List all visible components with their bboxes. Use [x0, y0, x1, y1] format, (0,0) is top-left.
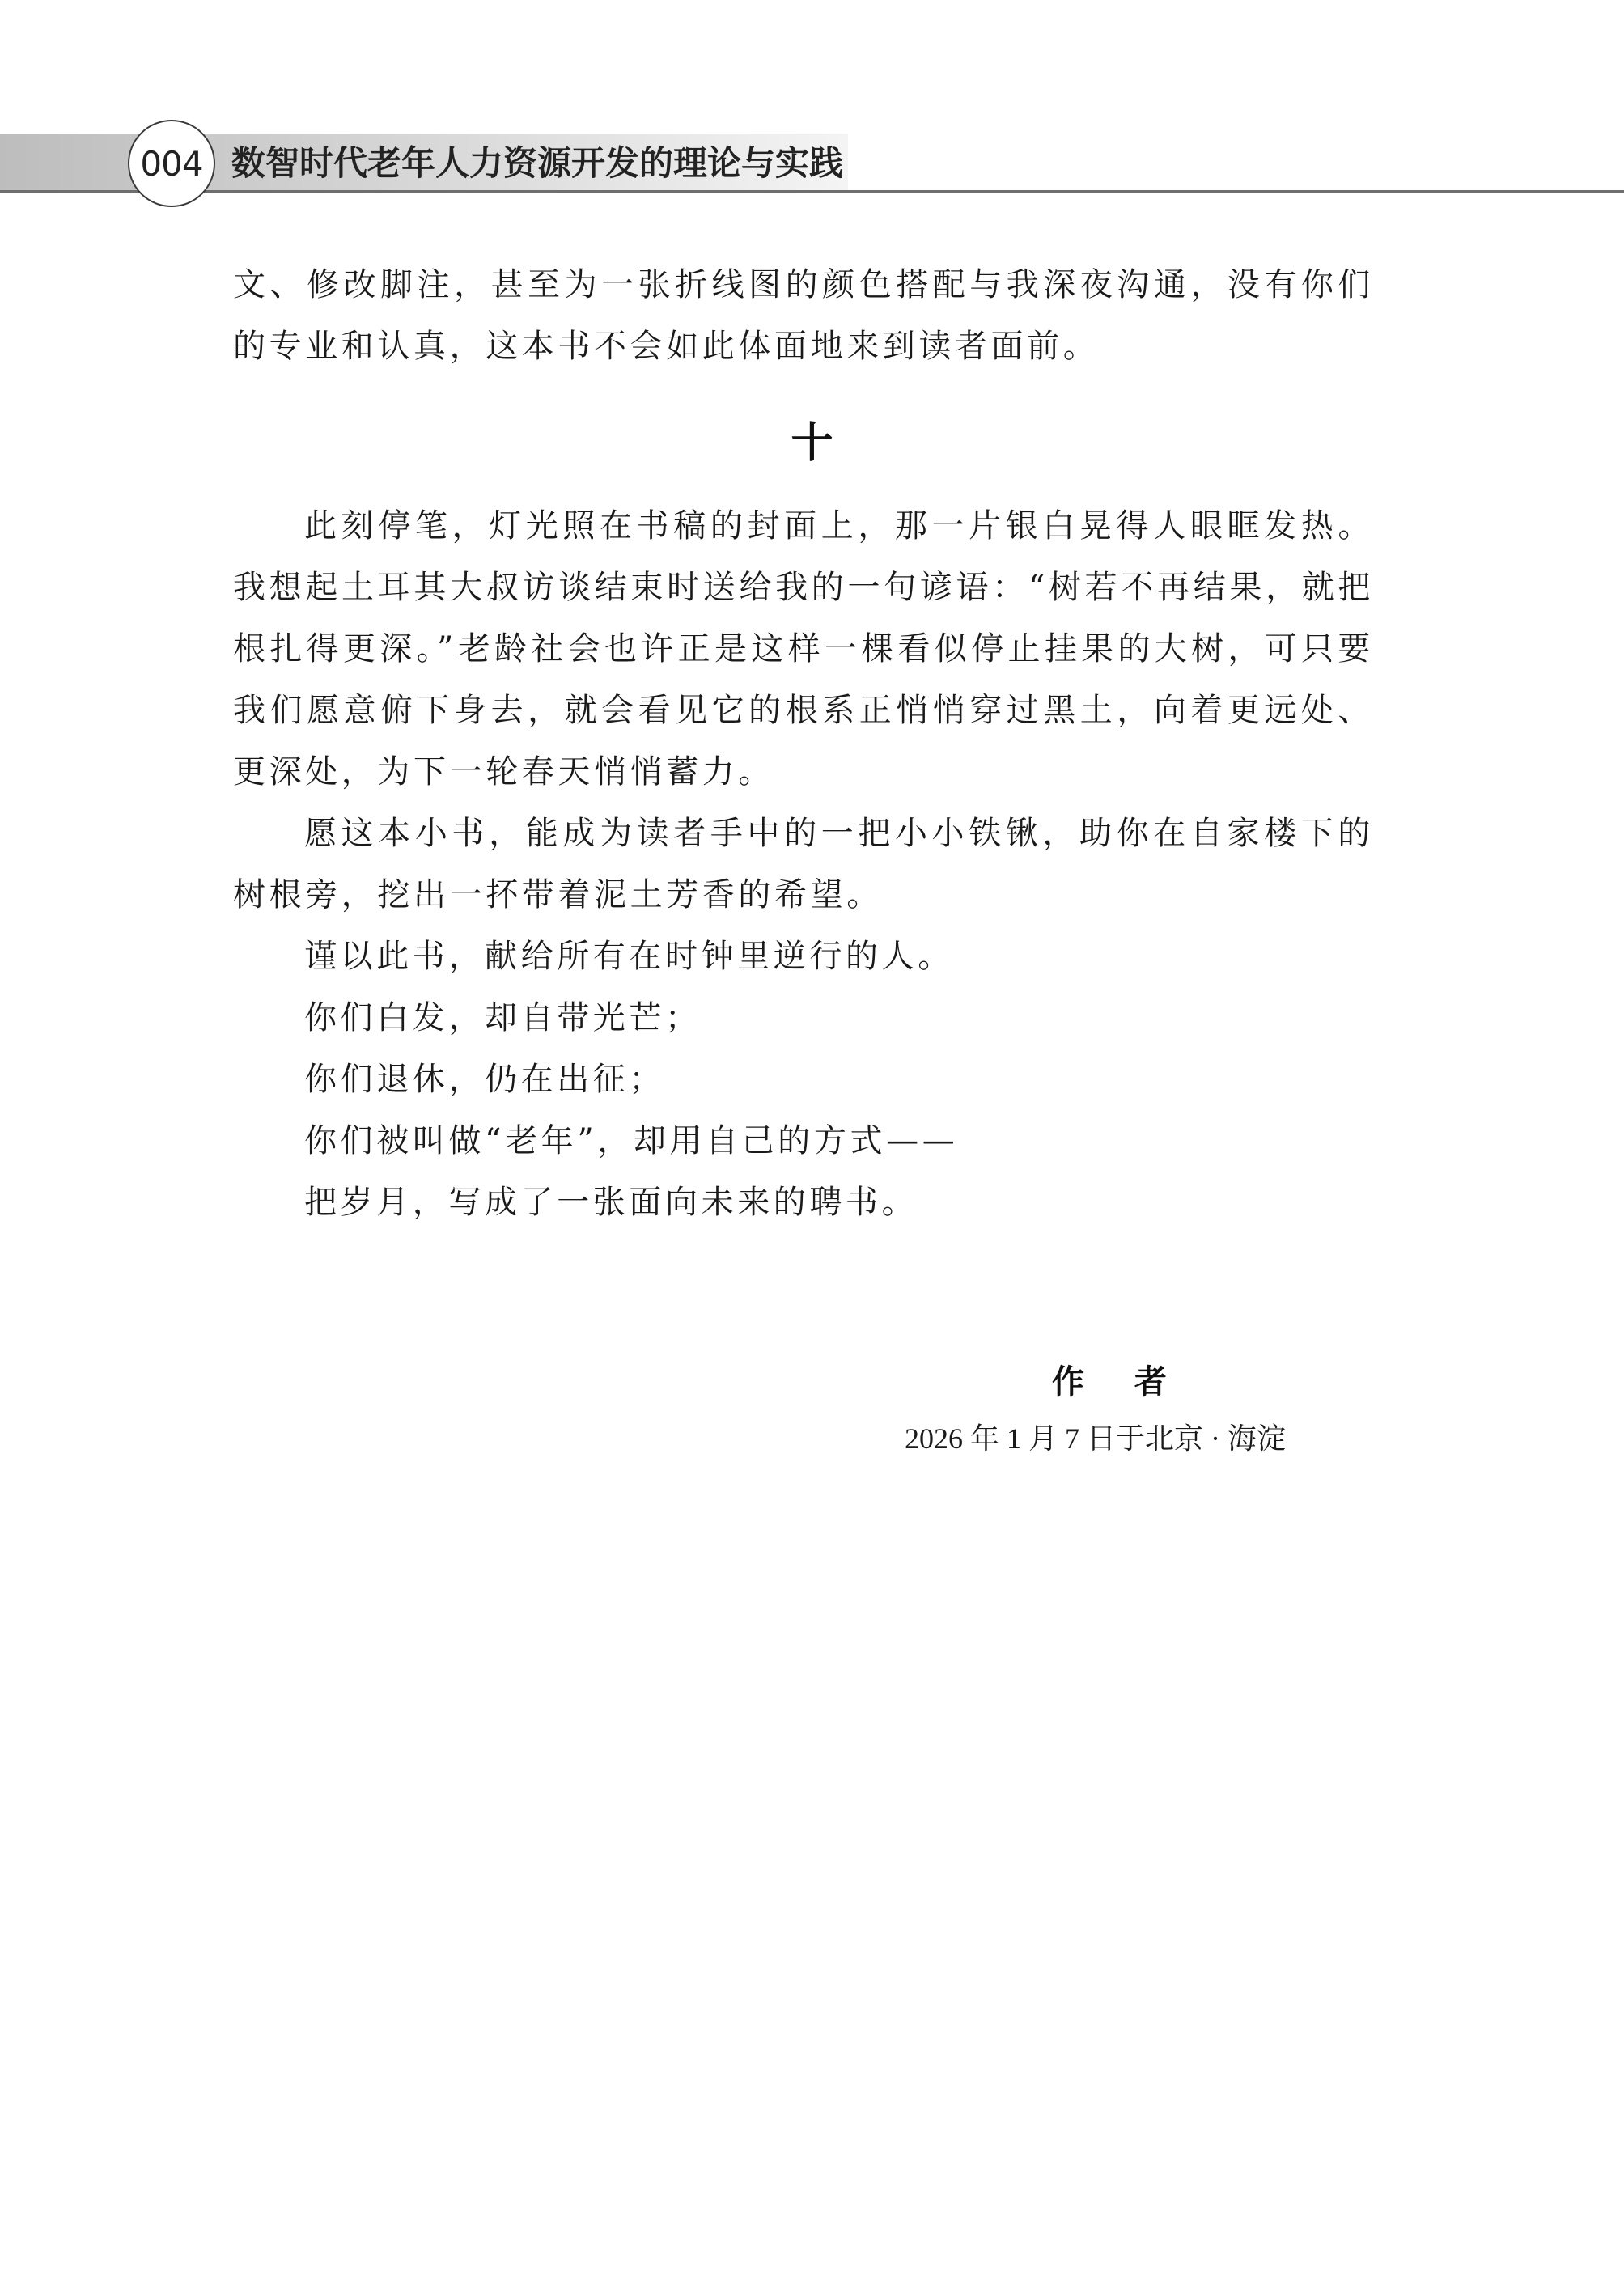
signature-author: 作 者	[1052, 1363, 1186, 1401]
signature-date-place: 2026 年 1 月 7 日于北京 · 海淀	[905, 1422, 1286, 1455]
section-heading: 十	[791, 419, 833, 468]
section-body	[233, 495, 1374, 1233]
verse-line: 把岁月，写成了一张面向未来的聘书。	[304, 1184, 918, 1221]
running-book-title: 数智时代老年人力资源开发的理论与实践	[231, 143, 844, 183]
continued-text	[233, 254, 1374, 377]
body-paragraph: 愿这本小书，能成为读者手中的一把小小铁锹，助你在自家楼下的树根旁，挖出一抔带着泥土芳香的希望。	[233, 815, 1374, 913]
verse-line: 你们被叫做“老年”，却用自己的方式——	[304, 1122, 959, 1159]
header-rule	[0, 190, 1624, 193]
verse-line: 你们退休，仍在出征；	[304, 1061, 665, 1098]
verse-line: 谨以此书，献给所有在时钟里逆行的人。	[304, 938, 954, 975]
body-paragraph: 此刻停笔，灯光照在书稿的封面上，那一片银白晃得人眼眶发热。我想起土耳其大叔访谈结束时送给我的一句谚语：“树若不再结果，就把根扎得更深。”老龄社会也许正是这样一棵看似停止挂果的大树，可只要我们愿意俯下身去，就会看见它的根系正悄悄穿过黑土，向着更远处、更深处，为下一轮春天悄悄蓄力。	[233, 507, 1374, 790]
page-number: 004	[128, 120, 215, 207]
continued-paragraph: 文、修改脚注，甚至为一张折线图的颜色搭配与我深夜沟通，没有你们的专业和认真，这本书不会如此体面地来到读者面前。	[233, 266, 1374, 365]
verse-line: 你们白发，却自带光芒；	[304, 999, 702, 1036]
